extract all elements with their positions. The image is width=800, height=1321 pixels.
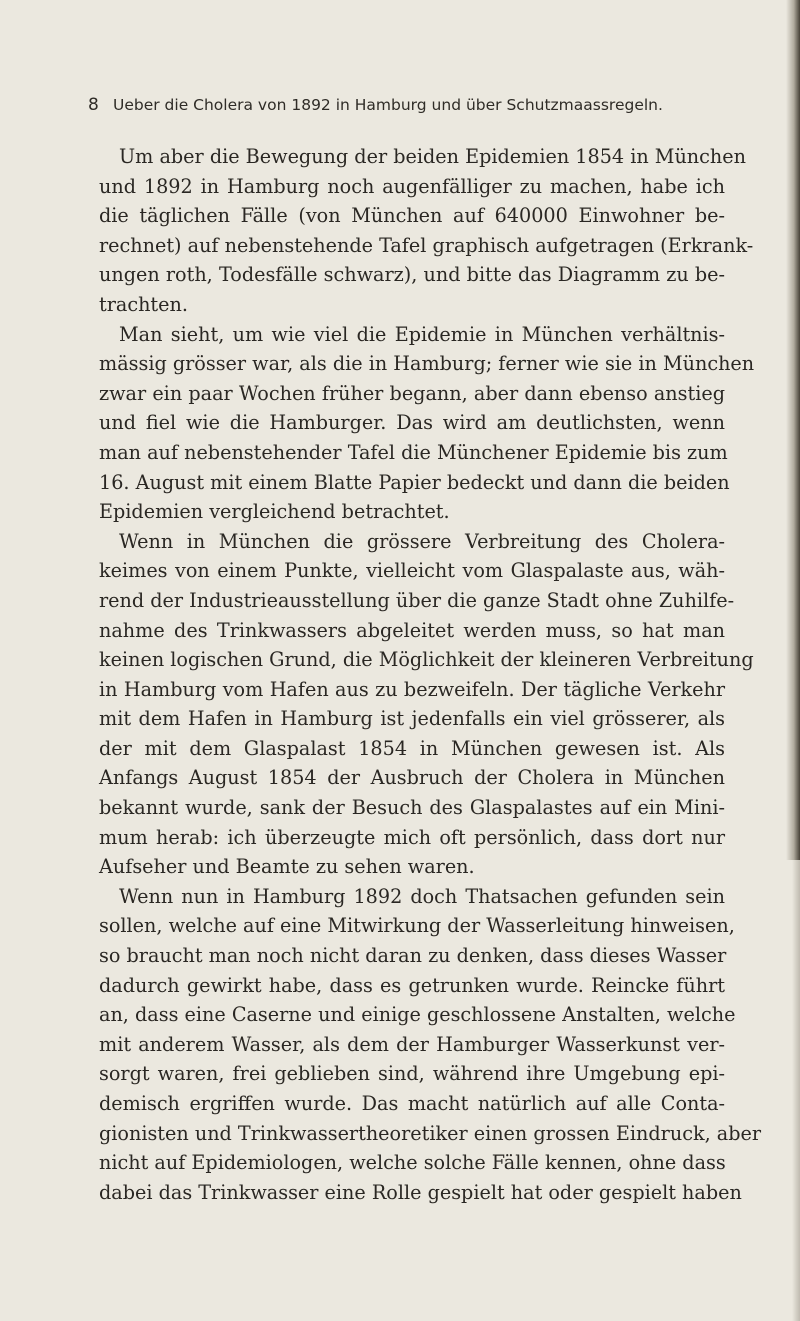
page-edge-shadow: [786, 0, 800, 860]
text-line: Aufseher und Beamte zu sehen waren.: [99, 855, 475, 879]
text-line: mit dem Hafen in Hamburg ist jedenfalls ein viel grösserer, als: [99, 707, 725, 731]
text-line: dabei das Trinkwasser eine Rolle gespielt hat oder gespielt haben: [99, 1180, 742, 1204]
text-line: die täglichen Fälle (von München auf 640000 Einwohner be-: [99, 204, 725, 228]
text-line: mum herab: ich überzeugte mich oft persönlich, dass dort nur: [99, 825, 725, 849]
text-line: bekannt wurde, sank der Besuch des Glaspalastes auf ein Mini-: [99, 796, 725, 820]
text-line: trachten.: [99, 292, 188, 316]
text-line: ungen roth, Todesfälle schwarz), und bitte das Diagramm zu be-: [99, 263, 725, 287]
text-line: und 1892 in Hamburg noch augenfälliger zu machen, habe ich: [99, 174, 725, 198]
running-title: Ueber die Cholera von 1892 in Hamburg und über Schutzmaassregeln.: [113, 96, 663, 114]
text-line: man auf nebenstehender Tafel die Münchener Epidemie bis zum: [99, 440, 728, 464]
page-edge-shadow-lower: [792, 860, 800, 1321]
text-line: sorgt waren, frei geblieben sind, während ihre Umgebung epi-: [99, 1062, 725, 1086]
page-number: 8: [88, 95, 99, 115]
text-line: gionisten und Trinkwassertheoretiker einen grossen Eindruck, aber: [99, 1121, 762, 1145]
text-line: mässig grösser war, als die in Hamburg; ferner wie sie in München: [99, 352, 755, 376]
paragraph: [99, 527, 754, 882]
text-line: rechnet) auf nebenstehende Tafel graphisch aufgetragen (Erkrank-: [99, 233, 754, 257]
body-text: [99, 142, 762, 1207]
text-line: so braucht man noch nicht daran zu denken, dass dieses Wasser: [99, 944, 727, 968]
text-line: mit anderem Wasser, als dem der Hamburger Wasserkunst ver-: [99, 1032, 725, 1056]
text-line: 16. August mit einem Blatte Papier bedeckt und dann die beiden: [99, 470, 730, 494]
running-head: [88, 95, 728, 125]
text-line: demisch ergriffen wurde. Das macht natürlich auf alle Conta-: [99, 1092, 725, 1115]
paragraph: [99, 882, 762, 1208]
text-line: nahme des Trinkwassers abgeleitet werden muss, so hat man: [99, 618, 725, 642]
text-line: dadurch gewirkt habe, dass es getrunken wurde. Reincke führt: [99, 973, 725, 997]
text-line: Man sieht, um wie viel die Epidemie in München verhältnis-: [119, 322, 725, 346]
text-line: sollen, welche auf eine Mitwirkung der Wasserleitung hinweisen,: [99, 914, 735, 938]
text-line: und fiel wie die Hamburger. Das wird am deutlichsten, wenn: [99, 411, 725, 435]
text-line: Wenn nun in Hamburg 1892 doch Thatsachen gefunden sein: [119, 884, 725, 908]
paragraph: [99, 142, 754, 320]
text-line: Um aber die Bewegung der beiden Epidemien 1854 in München: [119, 145, 746, 168]
text-line: nicht auf Epidemiologen, welche solche Fälle kennen, ohne dass: [99, 1151, 726, 1175]
text-line: zwar ein paar Wochen früher begann, aber dann ebenso anstieg: [99, 381, 725, 405]
text-line: rend der Industrieausstellung über die ganze Stadt ohne Zuhilfe-: [99, 588, 735, 612]
text-line: Wenn in München die grössere Verbreitung des Cholera-: [119, 529, 725, 553]
text-line: keimes von einem Punkte, vielleicht vom Glaspalaste aus, wäh-: [99, 559, 725, 583]
text-line: keinen logischen Grund, die Möglichkeit der kleineren Verbreitung: [99, 648, 754, 672]
paragraph: [99, 320, 755, 527]
text-line: Epidemien vergleichend betrachtet.: [99, 500, 450, 524]
text-line: Anfangs August 1854 der Ausbruch der Cholera in München: [99, 766, 725, 790]
text-line: in Hamburg vom Hafen aus zu bezweifeln. Der tägliche Verkehr: [99, 677, 725, 701]
text-line: der mit dem Glaspalast 1854 in München gewesen ist. Als: [99, 736, 725, 760]
text-line: an, dass eine Caserne und einige geschlossene Anstalten, welche: [99, 1003, 736, 1027]
